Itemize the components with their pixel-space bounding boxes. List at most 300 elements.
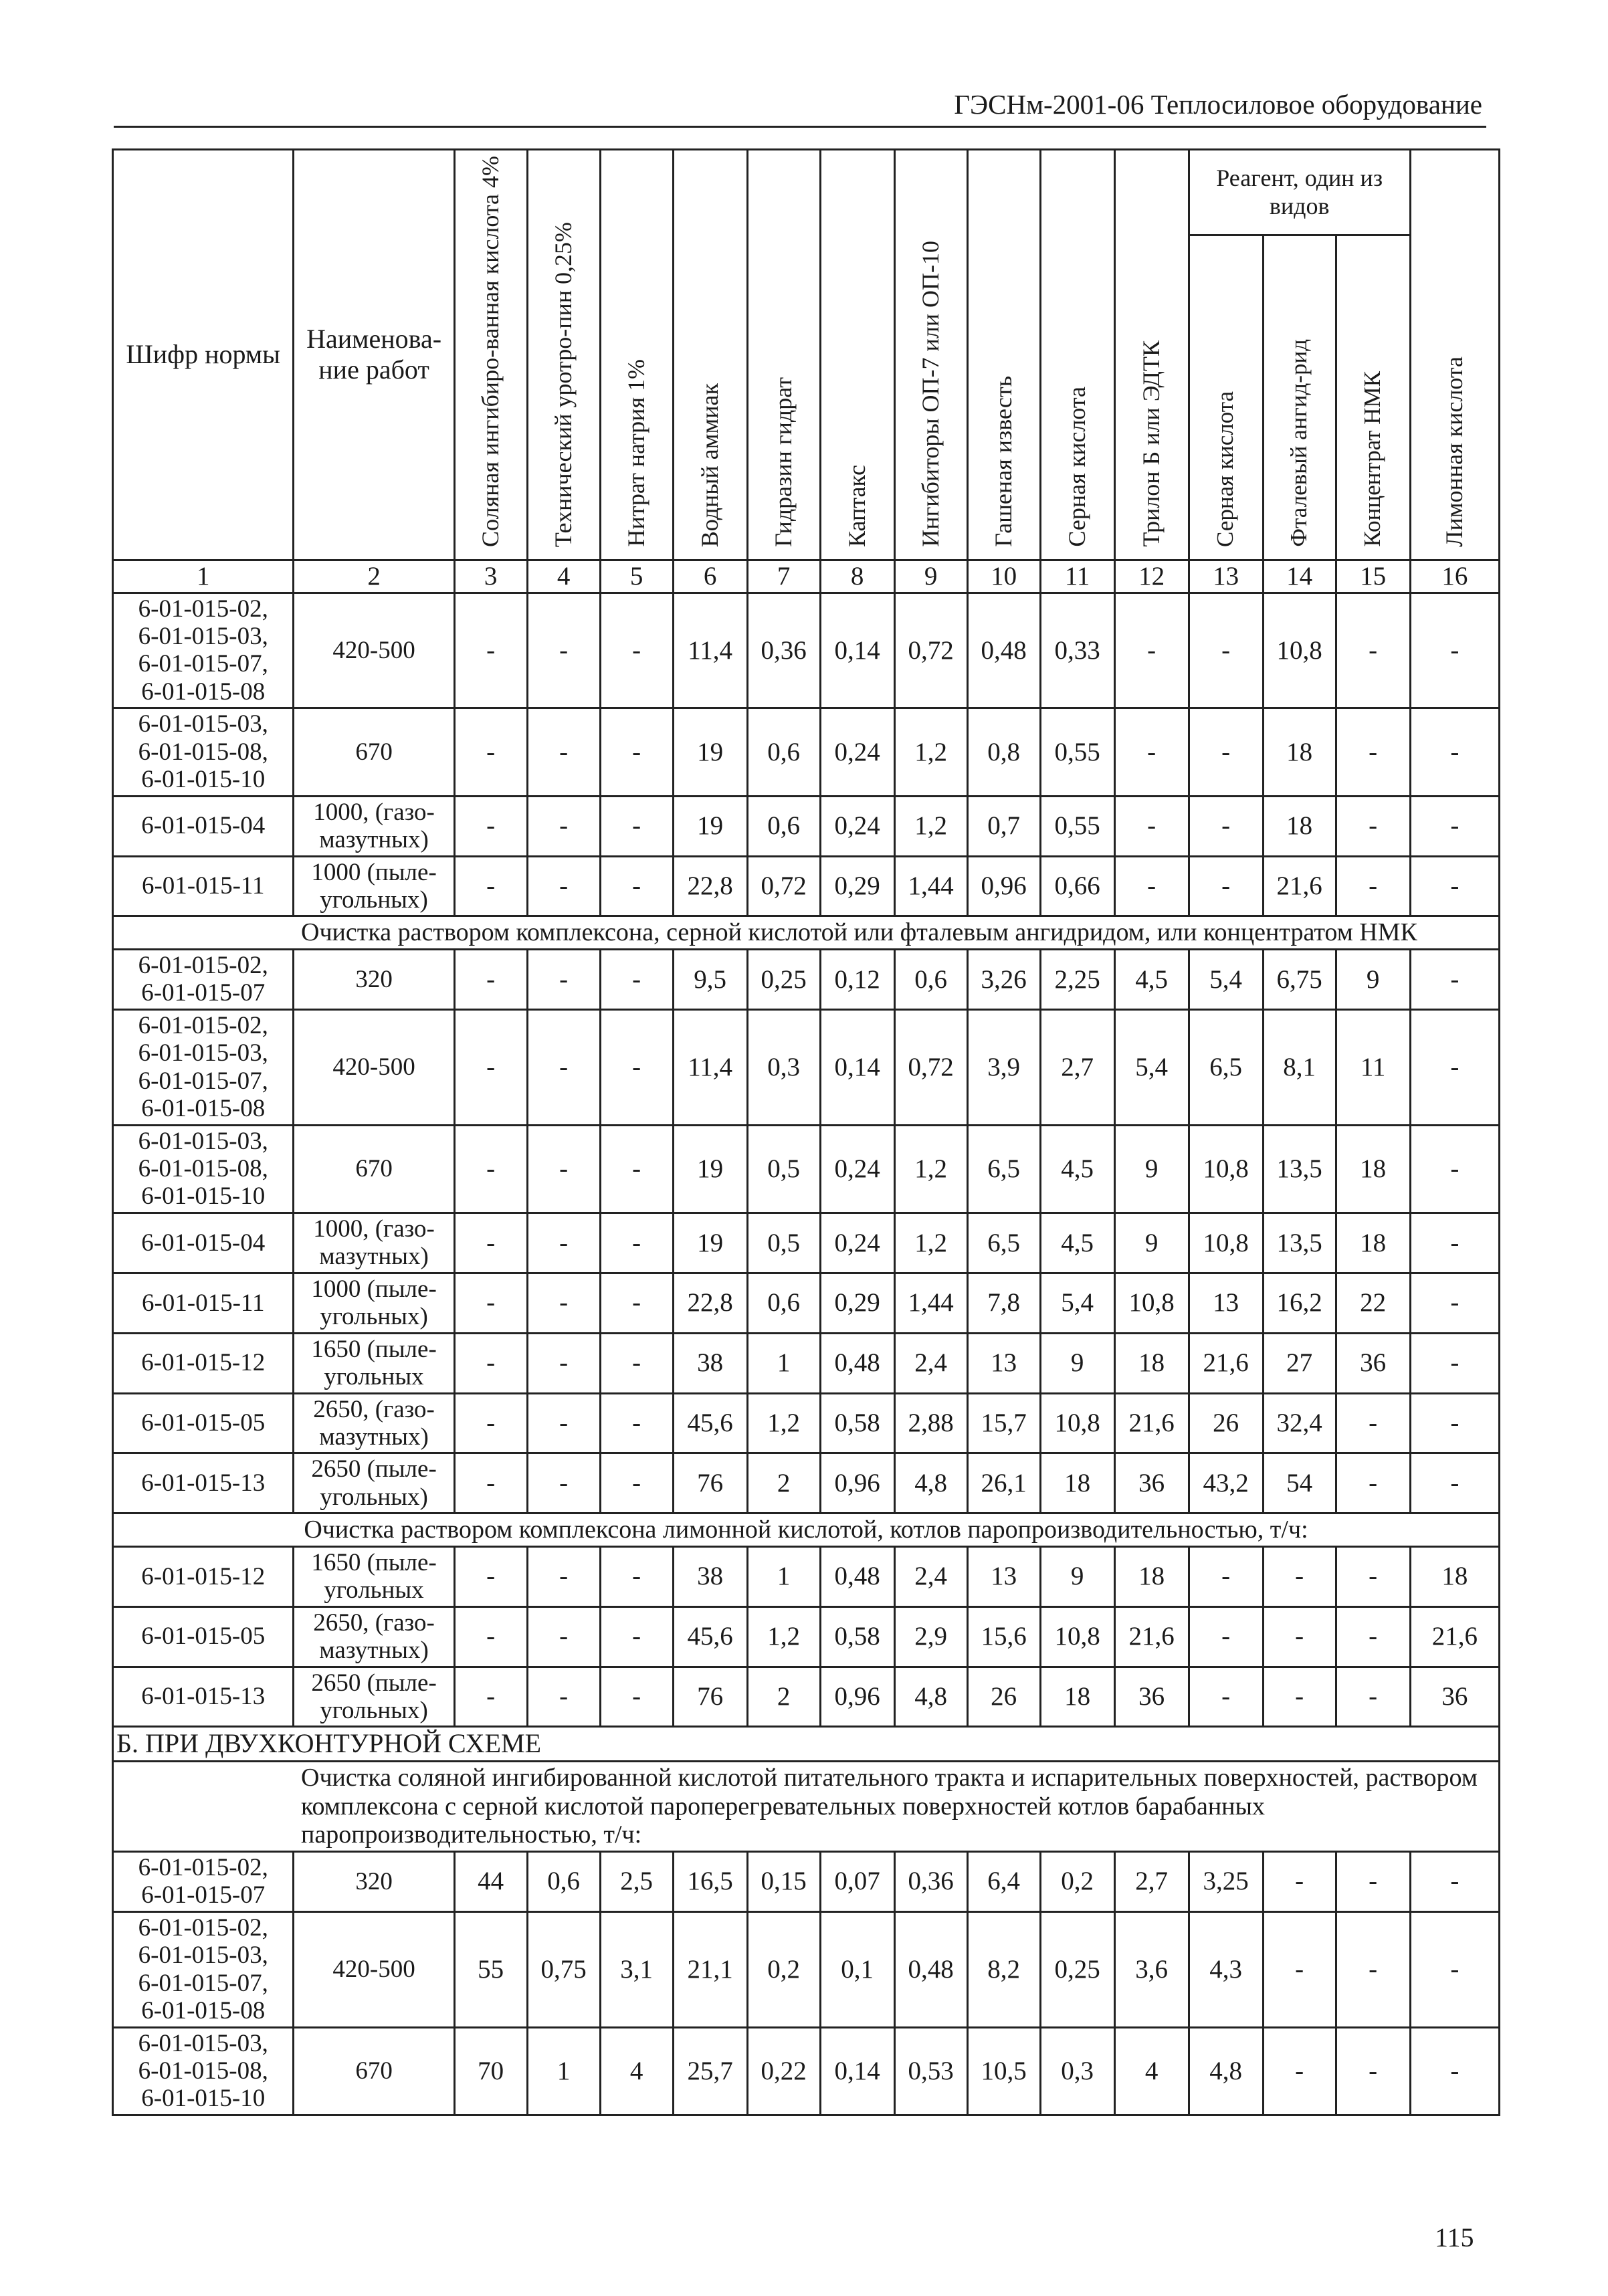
value-cell-col-5: 3,1: [600, 1911, 673, 2027]
value-cell-col-12: 36: [1114, 1667, 1189, 1727]
table-row: [113, 1606, 1500, 1667]
value-cell-col-9: 2,9: [894, 1606, 967, 1667]
value-cell-col-9: 1,2: [894, 708, 967, 796]
value-cell-col-6: 11,4: [673, 1009, 747, 1125]
value-cell-col-13: 6,5: [1189, 1009, 1263, 1125]
value-cell-col-8: 0,07: [820, 1851, 894, 1911]
value-cell-col-10: 15,6: [967, 1606, 1040, 1667]
column-number-cell: 13: [1189, 560, 1263, 593]
value-cell-col-7: 0,5: [747, 1125, 820, 1213]
value-cell-col-4: -: [527, 593, 600, 708]
value-cell-col-5: -: [600, 1273, 673, 1333]
value-cell-col-6: 19: [673, 796, 747, 856]
value-cell-col-16: -: [1410, 1393, 1499, 1453]
work-name-cell: 1650 (пыле-угольных: [294, 1333, 454, 1393]
value-cell-col-13: -: [1189, 1667, 1263, 1727]
section-title-citric: Очистка раствором комплексона лимонной кислотой, котлов паропроизводительностью, т/ч:: [113, 1514, 1500, 1547]
work-name-cell: 2650 (пыле-угольных): [294, 1453, 454, 1514]
value-cell-col-5: -: [600, 1546, 673, 1606]
value-cell-col-8: 0,58: [820, 1393, 894, 1453]
value-cell-col-11: 10,8: [1040, 1606, 1114, 1667]
table-row: [113, 856, 1500, 916]
header-rule: [114, 126, 1486, 128]
value-cell-col-10: 15,7: [967, 1393, 1040, 1453]
value-cell-col-13: -: [1189, 1606, 1263, 1667]
col-header-work: Наименова-ние работ: [294, 150, 454, 560]
work-name-cell: 420-500: [294, 1911, 454, 2027]
norm-code-cell: 6-01-015-12: [113, 1333, 294, 1393]
value-cell-col-4: -: [527, 856, 600, 916]
value-cell-col-14: -: [1263, 1851, 1336, 1911]
value-cell-col-10: 0,8: [967, 708, 1040, 796]
work-name-cell: 670: [294, 1125, 454, 1213]
value-cell-col-7: 1,2: [747, 1393, 820, 1453]
section-heading-b: Б. ПРИ ДВУХКОНТУРНОЙ СХЕМЕ: [113, 1727, 1500, 1762]
value-cell-col-3: -: [454, 708, 527, 796]
work-name-cell: 420-500: [294, 593, 454, 708]
column-number-cell: 4: [527, 560, 600, 593]
value-cell-col-11: 10,8: [1040, 1393, 1114, 1453]
value-cell-col-7: 0,36: [747, 593, 820, 708]
value-cell-col-10: 10,5: [967, 2027, 1040, 2115]
norms-table: [112, 148, 1500, 2116]
column-number-cell: 16: [1410, 560, 1499, 593]
section-row: [113, 1514, 1500, 1547]
value-cell-col-7: 0,22: [747, 2027, 820, 2115]
value-cell-col-6: 22,8: [673, 1273, 747, 1333]
value-cell-col-11: 0,33: [1040, 593, 1114, 708]
work-name-cell: 420-500: [294, 1009, 454, 1125]
work-name-cell: 670: [294, 2027, 454, 2115]
value-cell-col-8: 0,58: [820, 1606, 894, 1667]
value-cell-col-13: 10,8: [1189, 1125, 1263, 1213]
value-cell-col-14: -: [1263, 1911, 1336, 2027]
value-cell-col-4: -: [527, 949, 600, 1009]
value-cell-col-8: 0,48: [820, 1546, 894, 1606]
value-cell-col-4: -: [527, 1213, 600, 1273]
value-cell-col-15: 36: [1336, 1333, 1410, 1393]
value-cell-col-16: -: [1410, 949, 1499, 1009]
value-cell-col-7: 2: [747, 1453, 820, 1514]
value-cell-col-16: -: [1410, 1333, 1499, 1393]
value-cell-col-12: 9: [1114, 1213, 1189, 1273]
column-number-row: [113, 560, 1500, 593]
table-row: [113, 1911, 1500, 2027]
value-cell-col-13: -: [1189, 856, 1263, 916]
column-number-cell: 7: [747, 560, 820, 593]
value-cell-col-12: 9: [1114, 1125, 1189, 1213]
section-row: [113, 916, 1500, 950]
value-cell-col-7: 2: [747, 1667, 820, 1727]
col-header-14: Фталевый ангид-рид: [1263, 235, 1336, 560]
value-cell-col-13: 4,8: [1189, 2027, 1263, 2115]
value-cell-col-13: -: [1189, 796, 1263, 856]
col-header-code: Шифр нормы: [113, 150, 294, 560]
column-number-cell: 15: [1336, 560, 1410, 593]
norm-code-cell: 6-01-015-11: [113, 1273, 294, 1333]
value-cell-col-7: 1,2: [747, 1606, 820, 1667]
value-cell-col-5: 4: [600, 2027, 673, 2115]
value-cell-col-5: -: [600, 1453, 673, 1514]
value-cell-col-15: -: [1336, 1393, 1410, 1453]
value-cell-col-7: 0,72: [747, 856, 820, 916]
value-cell-col-3: -: [454, 949, 527, 1009]
value-cell-col-6: 38: [673, 1333, 747, 1393]
value-cell-col-3: -: [454, 1125, 527, 1213]
value-cell-col-16: -: [1410, 856, 1499, 916]
value-cell-col-6: 76: [673, 1667, 747, 1727]
value-cell-col-15: 11: [1336, 1009, 1410, 1125]
value-cell-col-10: 7,8: [967, 1273, 1040, 1333]
value-cell-col-8: 0,96: [820, 1667, 894, 1727]
value-cell-col-11: 4,5: [1040, 1125, 1114, 1213]
value-cell-col-11: 2,7: [1040, 1009, 1114, 1125]
value-cell-col-13: 5,4: [1189, 949, 1263, 1009]
value-cell-col-9: 4,8: [894, 1667, 967, 1727]
value-cell-col-13: 3,25: [1189, 1851, 1263, 1911]
value-cell-col-6: 9,5: [673, 949, 747, 1009]
value-cell-col-5: -: [600, 949, 673, 1009]
table-row: [113, 1213, 1500, 1273]
value-cell-col-10: 13: [967, 1333, 1040, 1393]
value-cell-col-6: 19: [673, 708, 747, 796]
value-cell-col-11: 0,55: [1040, 796, 1114, 856]
value-cell-col-12: 2,7: [1114, 1851, 1189, 1911]
column-number-cell: 11: [1040, 560, 1114, 593]
value-cell-col-13: 21,6: [1189, 1333, 1263, 1393]
value-cell-col-6: 76: [673, 1453, 747, 1514]
value-cell-col-4: 0,6: [527, 1851, 600, 1911]
value-cell-col-7: 0,6: [747, 1273, 820, 1333]
value-cell-col-16: -: [1410, 1125, 1499, 1213]
column-number-cell: 6: [673, 560, 747, 593]
work-name-cell: 2650, (газо-мазутных): [294, 1393, 454, 1453]
value-cell-col-5: -: [600, 708, 673, 796]
value-cell-col-15: -: [1336, 1911, 1410, 2027]
norm-code-cell: 6-01-015-02, 6-01-015-07: [113, 1851, 294, 1911]
value-cell-col-13: 4,3: [1189, 1911, 1263, 2027]
value-cell-col-16: 18: [1410, 1546, 1499, 1606]
value-cell-col-3: -: [454, 1453, 527, 1514]
value-cell-col-12: -: [1114, 593, 1189, 708]
value-cell-col-16: -: [1410, 708, 1499, 796]
value-cell-col-5: -: [600, 1393, 673, 1453]
norm-code-cell: 6-01-015-11: [113, 856, 294, 916]
col-header-12: Трилон Б или ЭДТК: [1114, 150, 1189, 560]
value-cell-col-10: 6,5: [967, 1125, 1040, 1213]
value-cell-col-9: 1,2: [894, 1213, 967, 1273]
table-row: [113, 1125, 1500, 1213]
value-cell-col-9: 2,4: [894, 1546, 967, 1606]
value-cell-col-16: -: [1410, 1851, 1499, 1911]
value-cell-col-6: 25,7: [673, 2027, 747, 2115]
value-cell-col-14: 18: [1263, 796, 1336, 856]
value-cell-col-3: -: [454, 1393, 527, 1453]
value-cell-col-9: 0,6: [894, 949, 967, 1009]
column-number-cell: 10: [967, 560, 1040, 593]
value-cell-col-11: 9: [1040, 1333, 1114, 1393]
value-cell-col-14: 54: [1263, 1453, 1336, 1514]
value-cell-col-9: 1,2: [894, 796, 967, 856]
value-cell-col-9: 4,8: [894, 1453, 967, 1514]
table-row: [113, 1393, 1500, 1453]
col-header-4: Технический уротро-пин 0,25%: [527, 150, 600, 560]
col-header-16: Лимонная кислота: [1410, 150, 1499, 560]
value-cell-col-9: 2,88: [894, 1393, 967, 1453]
value-cell-col-14: 32,4: [1263, 1393, 1336, 1453]
table-row: [113, 1009, 1500, 1125]
work-name-cell: 2650 (пыле-угольных): [294, 1667, 454, 1727]
value-cell-col-4: -: [527, 1546, 600, 1606]
page-header: ГЭСНм-2001-06 Теплосиловое оборудование: [954, 89, 1482, 120]
value-cell-col-16: 21,6: [1410, 1606, 1499, 1667]
value-cell-col-12: 10,8: [1114, 1273, 1189, 1333]
value-cell-col-4: -: [527, 1453, 600, 1514]
section-description-b: Очистка соляной ингибированной кислотой питательного тракта и испарительных поверхностей, раствором комплексона с серной кислотой пароперегревательных поверхностей котлов барабанных паропроизводительностью, т/ч:: [113, 1762, 1500, 1852]
value-cell-col-8: 0,29: [820, 1273, 894, 1333]
value-cell-col-4: -: [527, 796, 600, 856]
section-row: [113, 1727, 1500, 1762]
value-cell-col-4: -: [527, 1393, 600, 1453]
table-row: [113, 1333, 1500, 1393]
value-cell-col-12: -: [1114, 856, 1189, 916]
value-cell-col-10: 6,5: [967, 1213, 1040, 1273]
value-cell-col-10: 13: [967, 1546, 1040, 1606]
value-cell-col-9: 0,53: [894, 2027, 967, 2115]
value-cell-col-3: -: [454, 1606, 527, 1667]
value-cell-col-14: 6,75: [1263, 949, 1336, 1009]
value-cell-col-8: 0,14: [820, 2027, 894, 2115]
value-cell-col-5: -: [600, 856, 673, 916]
section-row: [113, 1762, 1500, 1852]
value-cell-col-5: -: [600, 796, 673, 856]
value-cell-col-12: 21,6: [1114, 1606, 1189, 1667]
table-row: [113, 2027, 1500, 2115]
value-cell-col-6: 38: [673, 1546, 747, 1606]
col-header-10: Гашеная известь: [967, 150, 1040, 560]
value-cell-col-5: -: [600, 593, 673, 708]
value-cell-col-7: 0,5: [747, 1213, 820, 1273]
norm-code-cell: 6-01-015-03, 6-01-015-08, 6-01-015-10: [113, 1125, 294, 1213]
value-cell-col-6: 19: [673, 1125, 747, 1213]
work-name-cell: 670: [294, 708, 454, 796]
value-cell-col-3: -: [454, 1667, 527, 1727]
value-cell-col-16: -: [1410, 796, 1499, 856]
norm-code-cell: 6-01-015-13: [113, 1453, 294, 1514]
norm-code-cell: 6-01-015-03, 6-01-015-08, 6-01-015-10: [113, 708, 294, 796]
work-name-cell: 1000, (газо-мазутных): [294, 1213, 454, 1273]
value-cell-col-8: 0,14: [820, 1009, 894, 1125]
work-name-cell: 1000 (пыле-угольных): [294, 856, 454, 916]
column-number-cell: 9: [894, 560, 967, 593]
col-header-3: Соляная ингибиро-ванная кислота 4%: [454, 150, 527, 560]
value-cell-col-6: 22,8: [673, 856, 747, 916]
value-cell-col-11: 0,55: [1040, 708, 1114, 796]
value-cell-col-8: 0,24: [820, 1213, 894, 1273]
norm-code-cell: 6-01-015-05: [113, 1393, 294, 1453]
value-cell-col-7: 0,6: [747, 708, 820, 796]
value-cell-col-15: -: [1336, 1546, 1410, 1606]
value-cell-col-15: -: [1336, 1667, 1410, 1727]
norm-code-cell: 6-01-015-04: [113, 796, 294, 856]
work-name-cell: 320: [294, 949, 454, 1009]
value-cell-col-10: 26: [967, 1667, 1040, 1727]
value-cell-col-6: 21,1: [673, 1911, 747, 2027]
value-cell-col-6: 11,4: [673, 593, 747, 708]
value-cell-col-8: 0,96: [820, 1453, 894, 1514]
col-header-7: Гидразин гидрат: [747, 150, 820, 560]
norm-code-cell: 6-01-015-04: [113, 1213, 294, 1273]
value-cell-col-15: 22: [1336, 1273, 1410, 1333]
value-cell-col-5: 2,5: [600, 1851, 673, 1911]
column-number-cell: 12: [1114, 560, 1189, 593]
value-cell-col-15: 9: [1336, 949, 1410, 1009]
col-header-6: Водный аммиак: [673, 150, 747, 560]
value-cell-col-4: -: [527, 708, 600, 796]
value-cell-col-14: 18: [1263, 708, 1336, 796]
value-cell-col-15: -: [1336, 2027, 1410, 2115]
value-cell-col-11: 2,25: [1040, 949, 1114, 1009]
value-cell-col-12: 3,6: [1114, 1911, 1189, 2027]
value-cell-col-13: -: [1189, 708, 1263, 796]
table-row: [113, 593, 1500, 708]
value-cell-col-10: 26,1: [967, 1453, 1040, 1514]
work-name-cell: 1000 (пыле-угольных): [294, 1273, 454, 1333]
work-name-cell: 2650, (газо-мазутных): [294, 1606, 454, 1667]
value-cell-col-16: -: [1410, 593, 1499, 708]
value-cell-col-16: -: [1410, 1009, 1499, 1125]
value-cell-col-3: -: [454, 593, 527, 708]
value-cell-col-13: -: [1189, 593, 1263, 708]
value-cell-col-5: -: [600, 1213, 673, 1273]
value-cell-col-11: 4,5: [1040, 1213, 1114, 1273]
value-cell-col-4: -: [527, 1606, 600, 1667]
value-cell-col-12: 21,6: [1114, 1393, 1189, 1453]
value-cell-col-10: 0,96: [967, 856, 1040, 916]
col-header-5: Нитрат натрия 1%: [600, 150, 673, 560]
value-cell-col-3: -: [454, 1009, 527, 1125]
value-cell-col-12: -: [1114, 708, 1189, 796]
value-cell-col-7: 0,2: [747, 1911, 820, 2027]
value-cell-col-4: -: [527, 1333, 600, 1393]
value-cell-col-9: 0,48: [894, 1911, 967, 2027]
value-cell-col-5: -: [600, 1333, 673, 1393]
value-cell-col-3: -: [454, 1333, 527, 1393]
value-cell-col-11: 9: [1040, 1546, 1114, 1606]
table-row: [113, 1851, 1500, 1911]
value-cell-col-3: -: [454, 1213, 527, 1273]
value-cell-col-9: 1,2: [894, 1125, 967, 1213]
value-cell-col-8: 0,29: [820, 856, 894, 916]
value-cell-col-13: 13: [1189, 1273, 1263, 1333]
column-number-cell: 1: [113, 560, 294, 593]
value-cell-col-7: 1: [747, 1333, 820, 1393]
value-cell-col-8: 0,14: [820, 593, 894, 708]
value-cell-col-11: 18: [1040, 1453, 1114, 1514]
section-title-complexon: Очистка раствором комплексона, серной кислотой или фталевым ангидридом, или концентратом НМК: [113, 916, 1500, 950]
page-number: 115: [1435, 2222, 1474, 2253]
value-cell-col-6: 19: [673, 1213, 747, 1273]
value-cell-col-8: 0,24: [820, 1125, 894, 1213]
value-cell-col-12: 4,5: [1114, 949, 1189, 1009]
value-cell-col-15: -: [1336, 856, 1410, 916]
value-cell-col-4: -: [527, 1273, 600, 1333]
value-cell-col-5: -: [600, 1009, 673, 1125]
value-cell-col-9: 1,44: [894, 1273, 967, 1333]
value-cell-col-10: 0,7: [967, 796, 1040, 856]
value-cell-col-16: -: [1410, 1911, 1499, 2027]
value-cell-col-12: 4: [1114, 2027, 1189, 2115]
value-cell-col-8: 0,48: [820, 1333, 894, 1393]
col-header-11: Серная кислота: [1040, 150, 1114, 560]
value-cell-col-9: 2,4: [894, 1333, 967, 1393]
value-cell-col-3: 44: [454, 1851, 527, 1911]
value-cell-col-16: 36: [1410, 1667, 1499, 1727]
value-cell-col-3: 70: [454, 2027, 527, 2115]
value-cell-col-3: 55: [454, 1911, 527, 2027]
header-row: [113, 150, 1500, 235]
value-cell-col-10: 3,9: [967, 1009, 1040, 1125]
value-cell-col-11: 0,25: [1040, 1911, 1114, 2027]
value-cell-col-8: 0,24: [820, 708, 894, 796]
value-cell-col-14: 8,1: [1263, 1009, 1336, 1125]
value-cell-col-9: 0,36: [894, 1851, 967, 1911]
value-cell-col-6: 16,5: [673, 1851, 747, 1911]
table-row: [113, 796, 1500, 856]
norm-code-cell: 6-01-015-13: [113, 1667, 294, 1727]
value-cell-col-6: 45,6: [673, 1606, 747, 1667]
value-cell-col-9: 0,72: [894, 593, 967, 708]
value-cell-col-7: 0,15: [747, 1851, 820, 1911]
value-cell-col-10: 8,2: [967, 1911, 1040, 2027]
norm-code-cell: 6-01-015-05: [113, 1606, 294, 1667]
value-cell-col-7: 0,3: [747, 1009, 820, 1125]
value-cell-col-15: -: [1336, 1453, 1410, 1514]
value-cell-col-11: 5,4: [1040, 1273, 1114, 1333]
norm-code-cell: 6-01-015-02, 6-01-015-07: [113, 949, 294, 1009]
value-cell-col-14: 13,5: [1263, 1213, 1336, 1273]
value-cell-col-14: 16,2: [1263, 1273, 1336, 1333]
value-cell-col-7: 0,6: [747, 796, 820, 856]
value-cell-col-11: 0,66: [1040, 856, 1114, 916]
value-cell-col-15: 18: [1336, 1125, 1410, 1213]
value-cell-col-8: 0,24: [820, 796, 894, 856]
value-cell-col-4: -: [527, 1009, 600, 1125]
column-number-cell: 2: [294, 560, 454, 593]
value-cell-col-12: -: [1114, 796, 1189, 856]
value-cell-col-15: -: [1336, 1606, 1410, 1667]
value-cell-col-3: -: [454, 1273, 527, 1333]
value-cell-col-14: 10,8: [1263, 593, 1336, 708]
value-cell-col-10: 6,4: [967, 1851, 1040, 1911]
value-cell-col-11: 18: [1040, 1667, 1114, 1727]
norm-code-cell: 6-01-015-02, 6-01-015-03, 6-01-015-07, 6-01-015-08: [113, 593, 294, 708]
value-cell-col-15: -: [1336, 593, 1410, 708]
value-cell-col-14: -: [1263, 1606, 1336, 1667]
value-cell-col-12: 36: [1114, 1453, 1189, 1514]
value-cell-col-16: -: [1410, 1273, 1499, 1333]
value-cell-col-13: 10,8: [1189, 1213, 1263, 1273]
norm-code-cell: 6-01-015-02, 6-01-015-03, 6-01-015-07, 6-01-015-08: [113, 1911, 294, 2027]
value-cell-col-13: -: [1189, 1546, 1263, 1606]
value-cell-col-14: -: [1263, 1667, 1336, 1727]
value-cell-col-16: -: [1410, 1213, 1499, 1273]
value-cell-col-16: -: [1410, 1453, 1499, 1514]
value-cell-col-14: -: [1263, 2027, 1336, 2115]
value-cell-col-5: -: [600, 1125, 673, 1213]
value-cell-col-3: -: [454, 856, 527, 916]
table-row: [113, 1453, 1500, 1514]
